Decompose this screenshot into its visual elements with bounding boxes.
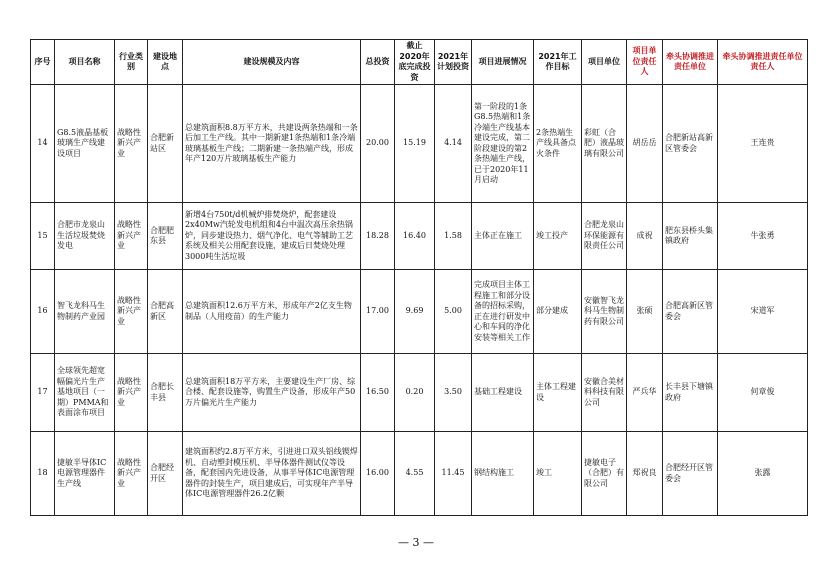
cell-seq: 14 (31, 85, 55, 203)
header-name: 项目名称 (55, 40, 115, 85)
cell-industry: 战略性新兴产业 (115, 270, 148, 354)
cell-seq: 15 (31, 203, 55, 270)
cell-seq: 16 (31, 270, 55, 354)
cell-done2020: 0.20 (395, 354, 435, 432)
cell-unit-person: 胡岳岳 (627, 85, 663, 203)
cell-unit: 安徽智飞龙科马生物制药有限公司 (582, 270, 627, 354)
cell-progress: 完成项目主体工程施工和部分设备的招标采购，正在进行研发中心和车间的净化安装等相关工作 (472, 270, 534, 354)
cell-done2020: 4.55 (395, 432, 435, 516)
table-row (31, 432, 808, 516)
cell-site: 合肥肥东县 (148, 203, 183, 270)
cell-coord-person: 何章俊 (718, 354, 808, 432)
cell-coord-person: 宋道军 (718, 270, 808, 354)
cell-site: 合肥新站区 (148, 85, 183, 203)
header-site: 建设地点 (148, 40, 183, 85)
cell-total: 17.00 (361, 270, 395, 354)
cell-goal2021: 竣工 (534, 432, 582, 516)
cell-unit-person: 张硕 (627, 270, 663, 354)
cell-done2020: 16.40 (395, 203, 435, 270)
page-number: — 3 — (398, 536, 434, 549)
cell-total: 20.00 (361, 85, 395, 203)
cell-goal2021: 竣工投产 (534, 203, 582, 270)
cell-seq: 17 (31, 354, 55, 432)
cell-coord-unit: 合肥新站高新区管委会 (663, 85, 718, 203)
cell-total: 18.28 (361, 203, 395, 270)
cell-scale: 建筑面积约2.8万平方米，引进进口双头铝线锲焊机、自动塑封模压机、半导体器件测试仪等设备，配套国内先进设备，从事半导体IC电源管理器件的封装生产，项目建成后，可实现年产半导体IC电源管理器件26.2亿颗 (183, 432, 361, 516)
cell-site: 合肥经开区 (148, 432, 183, 516)
cell-site: 合肥长丰县 (148, 354, 183, 432)
cell-goal2021: 主体工程建设 (534, 354, 582, 432)
table-row (31, 270, 808, 354)
cell-scale: 总建筑面积12.6万平方米，形成年产2亿支生物制品（人用疫苗）的生产能力 (183, 270, 361, 354)
cell-unit-person: 成祝 (627, 203, 663, 270)
header-plan2021: 2021年计划投资 (435, 40, 472, 85)
cell-coord-unit: 长丰县下塘镇政府 (663, 354, 718, 432)
table-row (31, 203, 808, 270)
cell-coord-unit: 肥东县桥头集镇政府 (663, 203, 718, 270)
cell-progress: 钢结构施工 (472, 432, 534, 516)
cell-industry: 战略性新兴产业 (115, 203, 148, 270)
header-scale: 建设规模及内容 (183, 40, 361, 85)
cell-goal2021: 2条热端生产线具备点火条件 (534, 85, 582, 203)
cell-scale: 总建筑面积8.8万平方米，共建设两条热端和一条后加工生产线。其中一期新建1条热端和1条冷端玻璃基板生产线；二期新建一条热端产线，形成年产120万片玻璃基板生产能力 (183, 85, 361, 203)
cell-unit-person: 郑祝良 (627, 432, 663, 516)
cell-scale: 总建筑面积18万平方米，主要建设生产厂房、综合楼、配套设施等，购置生产设备，形成年产50万片偏光片生产能力 (183, 354, 361, 432)
cell-name: 合肥市龙泉山生活垃圾焚烧发电 (55, 203, 115, 270)
header-industry: 行业类别 (115, 40, 148, 85)
cell-name: 全球领先超宽幅偏光片生产基地项目（一期）PMMA和表面涂布项目 (55, 354, 115, 432)
cell-total: 16.50 (361, 354, 395, 432)
header-unit-person: 项目单位责任人 (627, 40, 663, 85)
cell-industry: 战略性新兴产业 (115, 85, 148, 203)
project-table (30, 39, 808, 516)
header-total: 总投资 (361, 40, 395, 85)
cell-plan2021: 11.45 (435, 432, 472, 516)
cell-done2020: 15.19 (395, 85, 435, 203)
cell-done2020: 9.69 (395, 270, 435, 354)
table-header-row (31, 40, 808, 85)
cell-progress: 基础工程建设 (472, 354, 534, 432)
cell-plan2021: 5.00 (435, 270, 472, 354)
cell-coord-person: 王连贵 (718, 85, 808, 203)
cell-coord-unit: 合肥经开区管委会 (663, 432, 718, 516)
cell-industry: 战略性新兴产业 (115, 432, 148, 516)
cell-name: 捷敏半导体IC电源管理器件生产线 (55, 432, 115, 516)
cell-coord-person: 牛张勇 (718, 203, 808, 270)
header-unit: 项目单位 (582, 40, 627, 85)
cell-name: G8.5液晶基板玻璃生产线建设项目 (55, 85, 115, 203)
cell-scale: 新增4台750t/d机械炉排焚烧炉，配套建设2x40Mw汽轮发电机组和4台中温次高压余热锅炉，同步建设热力、烟气净化、电气等辅助工艺系统及相关公用配套设施，建成后日焚烧处理3000吨生活垃圾 (183, 203, 361, 270)
header-coord-unit: 牵头协调推进责任单位 (663, 40, 718, 85)
header-seq: 序号 (31, 40, 55, 85)
cell-progress: 主体正在施工 (472, 203, 534, 270)
cell-progress: 第一阶段的1条G8.5热端和1条冷端生产线基本建设完成，第二阶段建设的第2条热端生产线，已于2020年11月启动 (472, 85, 534, 203)
cell-unit: 捷敏电子（合肥）有限公司 (582, 432, 627, 516)
cell-unit: 合肥龙泉山环保能源有限责任公司 (582, 203, 627, 270)
cell-unit: 彩虹（合肥）液晶玻璃有限公司 (582, 85, 627, 203)
cell-unit-person: 严兵华 (627, 354, 663, 432)
cell-total: 16.00 (361, 432, 395, 516)
cell-name: 智飞龙科马生物制药产业园 (55, 270, 115, 354)
cell-unit: 安徽合美材料科技有限公司 (582, 354, 627, 432)
table-row (31, 85, 808, 203)
header-goal2021: 2021年工作目标 (534, 40, 582, 85)
cell-coord-person: 张露 (718, 432, 808, 516)
cell-coord-unit: 合肥高新区管委会 (663, 270, 718, 354)
cell-seq: 18 (31, 432, 55, 516)
cell-plan2021: 4.14 (435, 85, 472, 203)
cell-industry: 战略性新兴产业 (115, 354, 148, 432)
header-progress: 项目进展情况 (472, 40, 534, 85)
cell-plan2021: 1.58 (435, 203, 472, 270)
cell-site: 合肥高新区 (148, 270, 183, 354)
cell-goal2021: 部分建成 (534, 270, 582, 354)
cell-plan2021: 3.50 (435, 354, 472, 432)
table-row (31, 354, 808, 432)
header-done2020: 截止2020年底完成投资 (395, 40, 435, 85)
header-coord-person: 牵头协调推进责任单位责任人 (718, 40, 808, 85)
